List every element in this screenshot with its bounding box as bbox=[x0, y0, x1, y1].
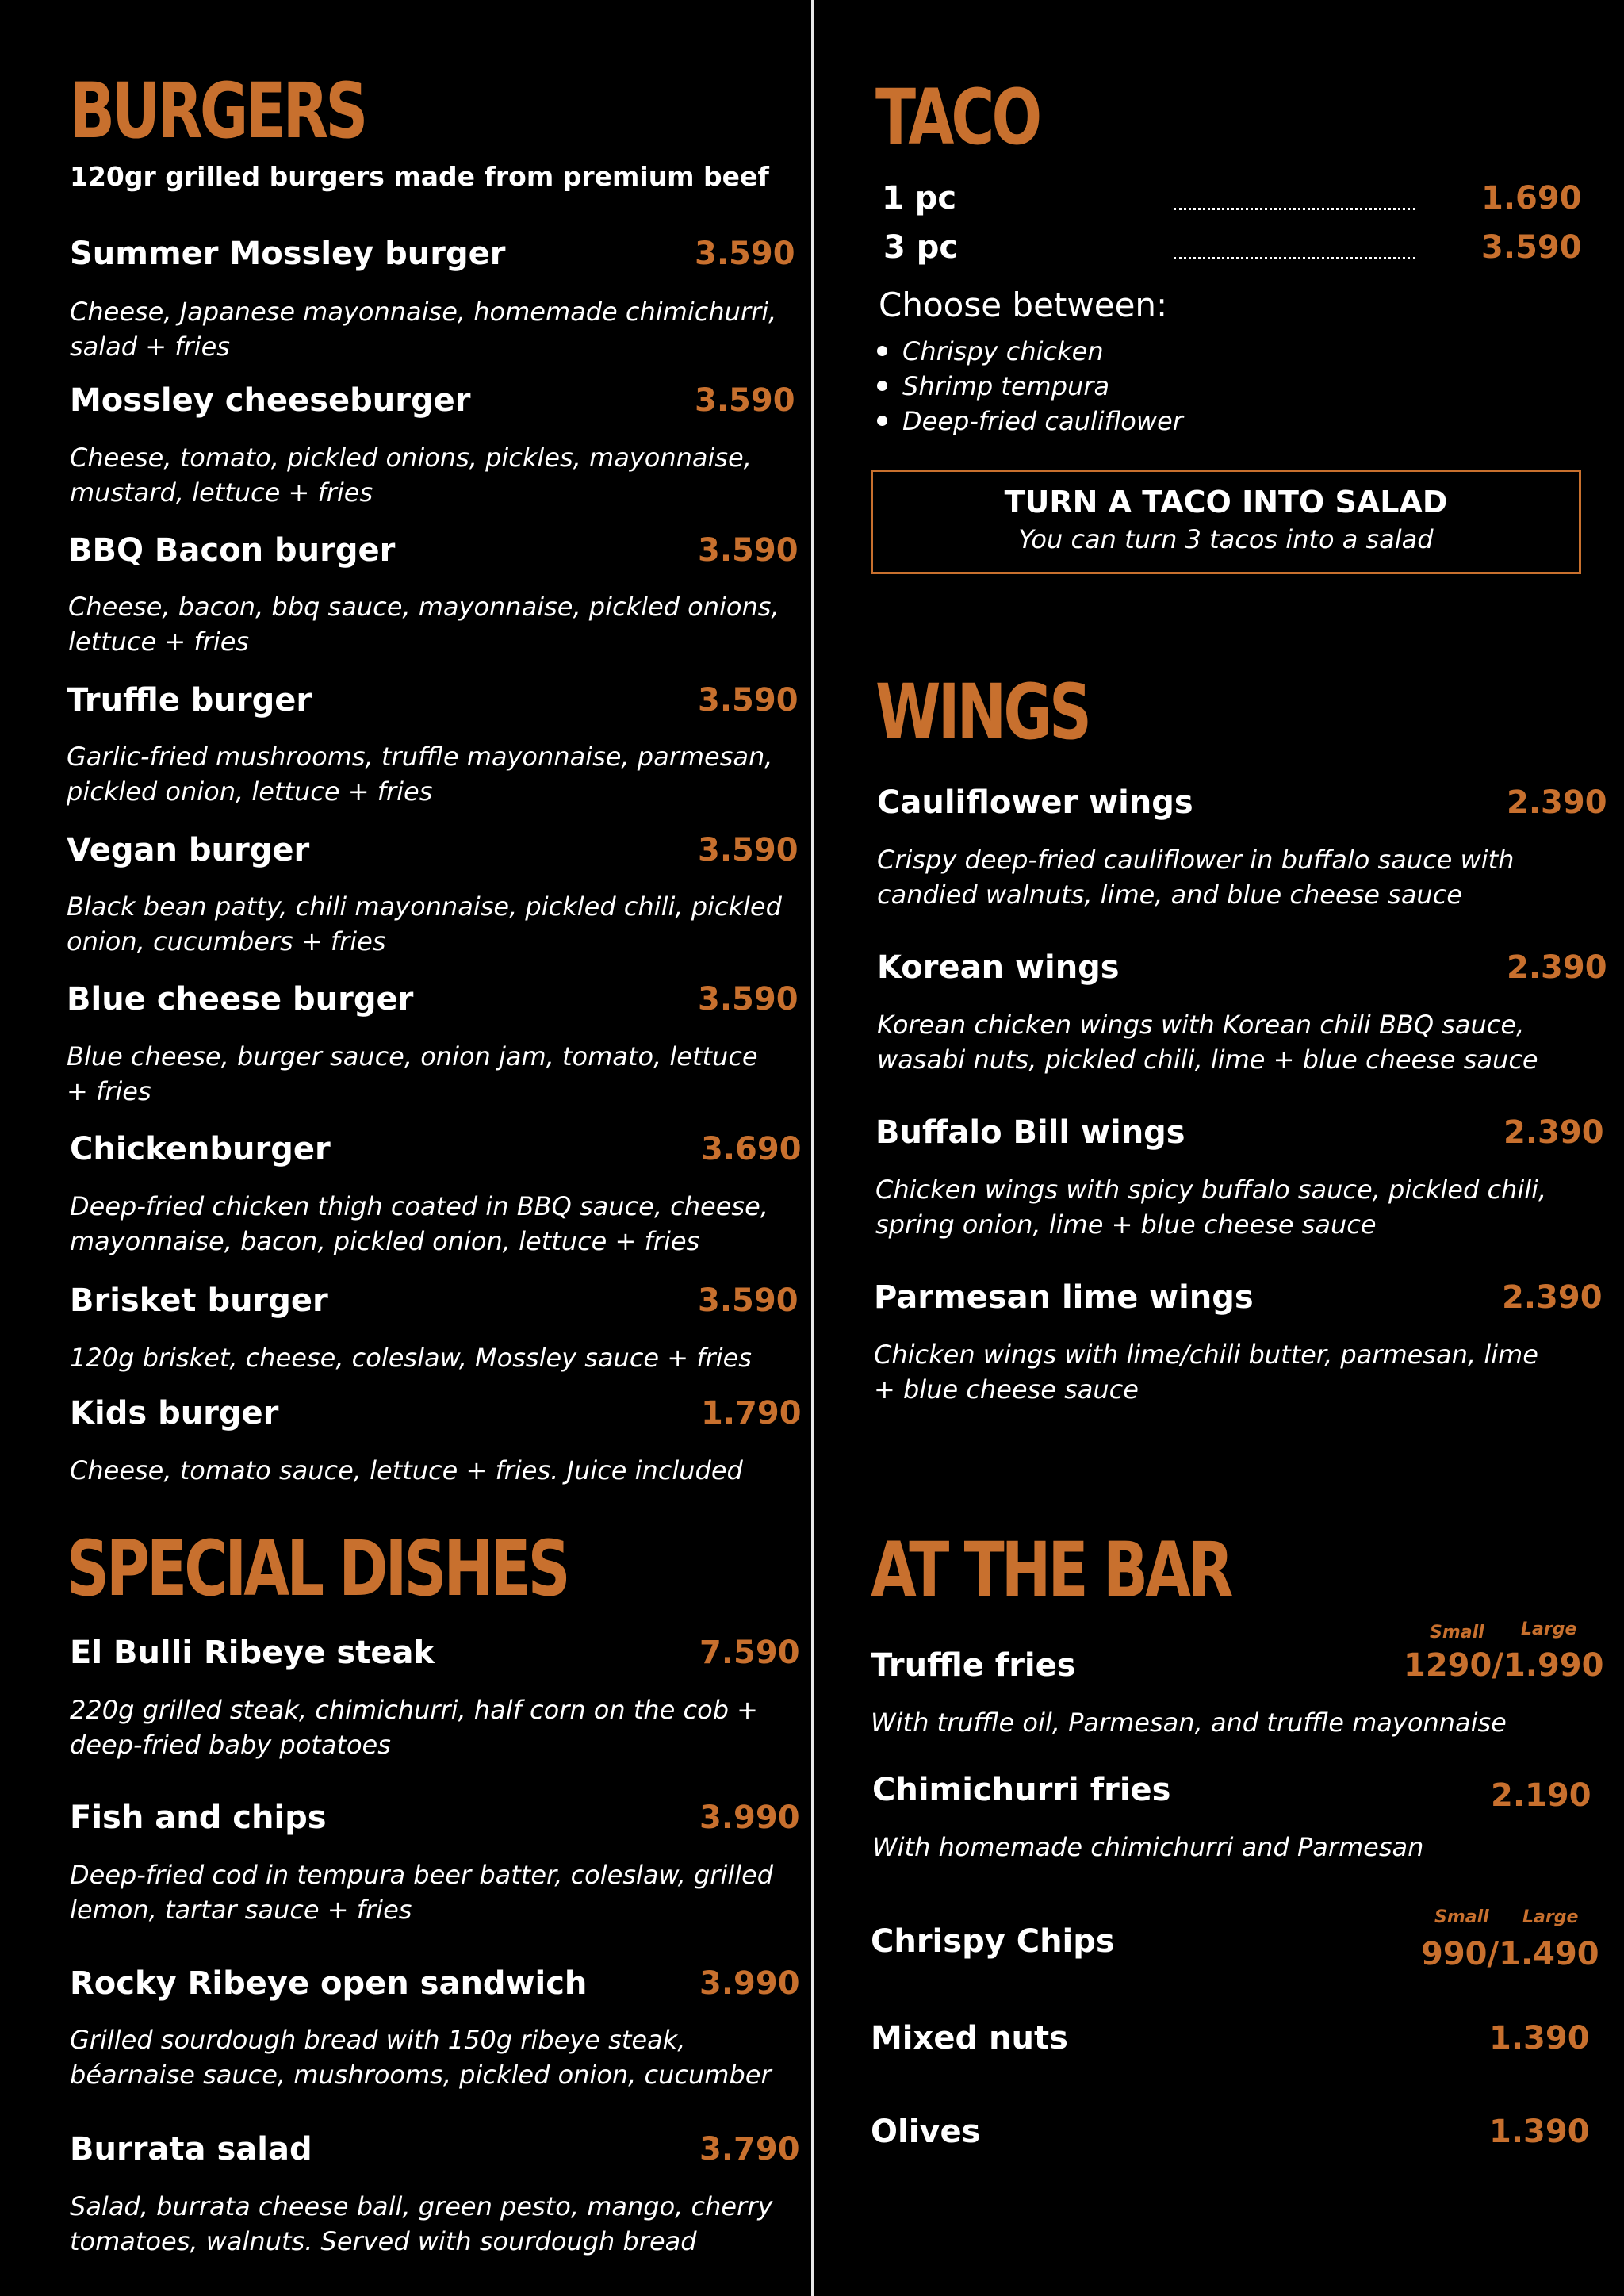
burger-description: Cheese, bacon, bbq sauce, mayonnaise, pickled onions, lettuce + fries bbox=[68, 592, 779, 657]
size-small-label: Small bbox=[1430, 1623, 1484, 1642]
burger-name: Truffle burger bbox=[67, 682, 312, 719]
bar-item-price: 2.190 bbox=[1491, 1777, 1591, 1814]
list-item bbox=[875, 404, 1183, 439]
burger-name: Blue cheese burger bbox=[67, 981, 414, 1018]
wings-name: Parmesan lime wings bbox=[874, 1279, 1254, 1316]
burgers-subtitle: 120gr grilled burgers made from premium beef bbox=[70, 161, 769, 192]
wings-title: WINGS bbox=[875, 668, 1090, 757]
burgers-title: BURGERS bbox=[70, 67, 366, 155]
wings-description: Korean chicken wings with Korean chili BBQ sauce, wasabi nuts, pickled chili, lime + blue cheese sauce bbox=[877, 1010, 1538, 1075]
bar-item-price: 990/1.490 bbox=[1421, 1936, 1599, 1972]
burger-price: 3.590 bbox=[695, 236, 795, 272]
burger-price: 3.590 bbox=[698, 1282, 799, 1319]
bar-item-name: Mixed nuts bbox=[871, 2020, 1068, 2056]
dish-price: 3.790 bbox=[699, 2131, 800, 2168]
dish-description: Salad, burrata cheese ball, green pesto, mango, cherry tomatoes, walnuts. Served with sourdough bread bbox=[70, 2191, 773, 2256]
callout-subtitle: You can turn 3 tacos into a salad bbox=[1018, 523, 1434, 554]
burger-price: 3.590 bbox=[698, 682, 799, 719]
burger-description: Cheese, Japanese mayonnaise, homemade chimichurri, salad + fries bbox=[70, 297, 777, 362]
wings-name: Korean wings bbox=[877, 949, 1120, 986]
burger-description: 120g brisket, cheese, coleslaw, Mossley sauce + fries bbox=[70, 1343, 752, 1373]
callout-title: TURN A TACO INTO SALAD bbox=[1004, 485, 1448, 519]
burger-description: Blue cheese, burger sauce, onion jam, tomato, lettuce + fries bbox=[67, 1041, 758, 1106]
burger-price: 1.790 bbox=[701, 1395, 802, 1432]
dish-name: El Bulli Ribeye steak bbox=[70, 1635, 435, 1671]
bar-item-price: 1.390 bbox=[1489, 2020, 1590, 2056]
special-dishes-title: SPECIAL DISHES bbox=[67, 1524, 568, 1613]
dish-name: Fish and chips bbox=[70, 1800, 327, 1836]
burger-name: Summer Mossley burger bbox=[70, 236, 506, 272]
burger-name: Brisket burger bbox=[70, 1282, 328, 1319]
burger-description: Garlic-fried mushrooms, truffle mayonnaise, parmesan, pickled onion, lettuce + fries bbox=[67, 742, 773, 807]
taco-salad-callout bbox=[871, 470, 1581, 574]
burger-name: BBQ Bacon burger bbox=[68, 532, 396, 569]
dot-leader bbox=[1174, 208, 1415, 210]
dish-description: 220g grilled steak, chimichurri, half corn on the cob + deep-fried baby potatoes bbox=[70, 1695, 758, 1760]
burger-name: Kids burger bbox=[70, 1395, 279, 1432]
wings-price: 2.390 bbox=[1503, 1114, 1604, 1151]
size-large-label: Large bbox=[1522, 1907, 1579, 1927]
taco-qty: 3 pc bbox=[883, 229, 959, 266]
burger-description: Cheese, tomato, pickled onions, pickles, mayonnaise, mustard, lettuce + fries bbox=[70, 443, 752, 508]
wings-name: Cauliflower wings bbox=[877, 784, 1193, 821]
burger-price: 3.690 bbox=[701, 1131, 802, 1167]
dish-name: Burrata salad bbox=[70, 2131, 312, 2168]
burger-price: 3.590 bbox=[698, 532, 799, 569]
bullet-icon bbox=[877, 346, 887, 356]
dot-leader bbox=[1174, 257, 1415, 259]
burger-price: 3.590 bbox=[698, 981, 799, 1018]
burger-price: 3.590 bbox=[695, 382, 795, 419]
list-item bbox=[875, 334, 1183, 369]
dish-description: Deep-fried cod in tempura beer batter, coleslaw, grilled lemon, tartar sauce + fries bbox=[70, 1860, 774, 1925]
at-the-bar-title: AT THE BAR bbox=[871, 1526, 1231, 1615]
bar-item-name: Chrispy Chips bbox=[871, 1923, 1115, 1960]
dish-price: 3.990 bbox=[699, 1965, 800, 2002]
dish-price: 7.590 bbox=[699, 1635, 800, 1671]
wings-price: 2.390 bbox=[1502, 1279, 1603, 1316]
burger-description: Cheese, tomato sauce, lettuce + fries. Juice included bbox=[70, 1455, 743, 1485]
burger-name: Chickenburger bbox=[70, 1131, 331, 1167]
bar-item-name: Truffle fries bbox=[871, 1647, 1076, 1684]
dish-description: Grilled sourdough bread with 150g ribeye steak, béarnaise sauce, mushrooms, pickled onion, cucumber bbox=[70, 2025, 772, 2090]
burger-description: Deep-fried chicken thigh coated in BBQ sauce, cheese, mayonnaise, bacon, pickled onion, lettuce + fries bbox=[70, 1191, 768, 1256]
bar-item-name: Olives bbox=[871, 2114, 981, 2150]
dish-price: 3.990 bbox=[699, 1800, 800, 1836]
bullet-icon bbox=[877, 381, 887, 391]
burger-name: Vegan burger bbox=[67, 832, 310, 868]
bar-item-description: With homemade chimichurri and Parmesan bbox=[872, 1832, 1424, 1862]
wings-description: Chicken wings with spicy buffalo sauce, pickled chili, spring onion, lime + blue cheese sauce bbox=[875, 1175, 1547, 1240]
choose-between-label: Choose between: bbox=[879, 286, 1168, 324]
wings-price: 2.390 bbox=[1507, 949, 1607, 986]
taco-price: 1.690 bbox=[1481, 180, 1582, 217]
wings-price: 2.390 bbox=[1507, 784, 1607, 821]
burger-name: Mossley cheeseburger bbox=[70, 382, 471, 419]
taco-title: TACO bbox=[875, 73, 1040, 162]
choice-label: Deep-fried cauliflower bbox=[902, 406, 1183, 436]
list-item bbox=[875, 369, 1183, 404]
bullet-icon bbox=[877, 416, 887, 426]
bar-item-price: 1290/1.990 bbox=[1404, 1647, 1604, 1684]
size-small-label: Small bbox=[1434, 1907, 1489, 1927]
bar-item-description: With truffle oil, Parmesan, and truffle mayonnaise bbox=[871, 1708, 1507, 1738]
dish-name: Rocky Ribeye open sandwich bbox=[70, 1965, 588, 2002]
size-large-label: Large bbox=[1521, 1619, 1577, 1639]
wings-description: Crispy deep-fried cauliflower in buffalo sauce with candied walnuts, lime, and blue cheese sauce bbox=[877, 845, 1515, 910]
burger-price: 3.590 bbox=[698, 832, 799, 868]
choice-label: Shrimp tempura bbox=[902, 371, 1110, 401]
wings-name: Buffalo Bill wings bbox=[875, 1114, 1185, 1151]
wings-description: Chicken wings with lime/chili butter, parmesan, lime + blue cheese sauce bbox=[874, 1340, 1538, 1405]
burger-description: Black bean patty, chili mayonnaise, pickled chili, pickled onion, cucumbers + fries bbox=[67, 891, 782, 956]
taco-qty: 1 pc bbox=[882, 180, 957, 217]
taco-choices-list bbox=[875, 334, 1183, 439]
taco-price: 3.590 bbox=[1481, 229, 1582, 266]
choice-label: Chrispy chicken bbox=[902, 336, 1104, 366]
bar-item-price: 1.390 bbox=[1489, 2114, 1590, 2150]
bar-item-name: Chimichurri fries bbox=[872, 1772, 1171, 1808]
column-divider bbox=[811, 0, 814, 2296]
